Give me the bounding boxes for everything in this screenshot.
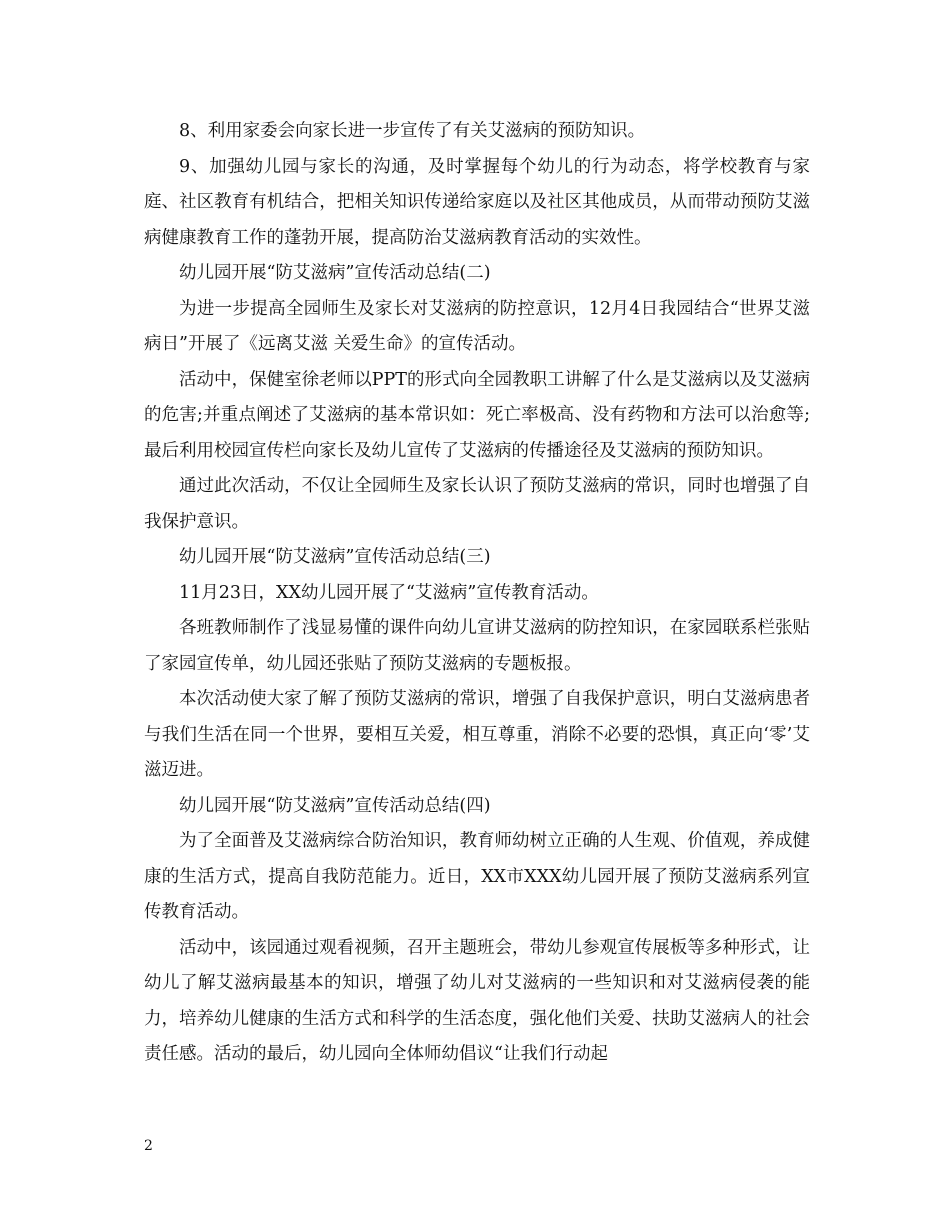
- paragraph-item-8: 8、利用家委会向家长进一步宣传了有关艾滋病的预防知识。: [179, 121, 646, 141]
- paragraph: 为进一步提高全园师生及家长对艾滋病的防控意识，12月4日我园结合“世界艾滋病日”开展了《远离艾滋 关爱生命》的宣传活动。: [144, 298, 810, 354]
- section-heading-2: 幼儿园开展“防艾滋病”宣传活动总结(二): [179, 263, 491, 283]
- paragraph: 通过此次活动，不仅让全园师生及家长认识了预防艾滋病的常识，同时也增强了自我保护意识。: [144, 476, 810, 532]
- paragraph: 活动中，保健室徐老师以PPT的形式向全园教职工讲解了什么是艾滋病以及艾滋病的危害;并重点阐述了艾滋病的基本常识如：死亡率极高、没有药物和方法可以治愈等;最后利用校园宣传栏向家长及幼儿宣传了艾滋病的传播途径及艾滋病的预防知识。: [144, 369, 810, 461]
- paragraph: 本次活动使大家了解了预防艾滋病的常识，增强了自我保护意识，明白艾滋病患者与我们生活在同一个世界，要相互关爱，相互尊重，消除不必要的恐惧，真正向‘零’艾滋迈进。: [144, 689, 810, 780]
- document-body: [144, 114, 810, 1073]
- paragraph: 各班教师制作了浅显易懂的课件向幼儿宣讲艾滋病的防控知识，在家园联系栏张贴了家园宣传单，幼儿园还张贴了预防艾滋病的专题板报。: [144, 618, 810, 674]
- section-heading-3: 幼儿园开展“防艾滋病”宣传活动总结(三): [179, 547, 491, 567]
- paragraph: 活动中，该园通过观看视频，召开主题班会，带幼儿参观宣传展板等多种形式，让幼儿了解艾滋病最基本的知识，增强了幼儿对艾滋病的一些知识和对艾滋病侵袭的能力，培养幼儿健康的生活方式和科学的生活态度，强化他们关爱、扶助艾滋病人的社会责任感。活动的最后，幼儿园向全体师幼倡议“让我们行动起: [144, 937, 810, 1064]
- section-heading-4: 幼儿园开展“防艾滋病”宣传活动总结(四): [179, 795, 491, 816]
- page-number: 2: [144, 1138, 153, 1154]
- paragraph: 为了全面普及艾滋病综合防治知识，教育师幼树立正确的人生观、价值观，养成健康的生活方式，提高自我防范能力。近日，XX市XXX幼儿园开展了预防艾滋病系列宣传教育活动。: [144, 831, 810, 922]
- paragraph: 11月23日，XX幼儿园开展了“艾滋病”宣传教育活动。: [179, 582, 599, 603]
- paragraph-item-9: 9、加强幼儿园与家长的沟通，及时掌握每个幼儿的行为动态，将学校教育与家庭、社区教育有机结合，把相关知识传递给家庭以及社区其他成员，从而带动预防艾滋病健康教育工作的蓬勃开展，提高防治艾滋病教育活动的实效性。: [144, 156, 810, 248]
